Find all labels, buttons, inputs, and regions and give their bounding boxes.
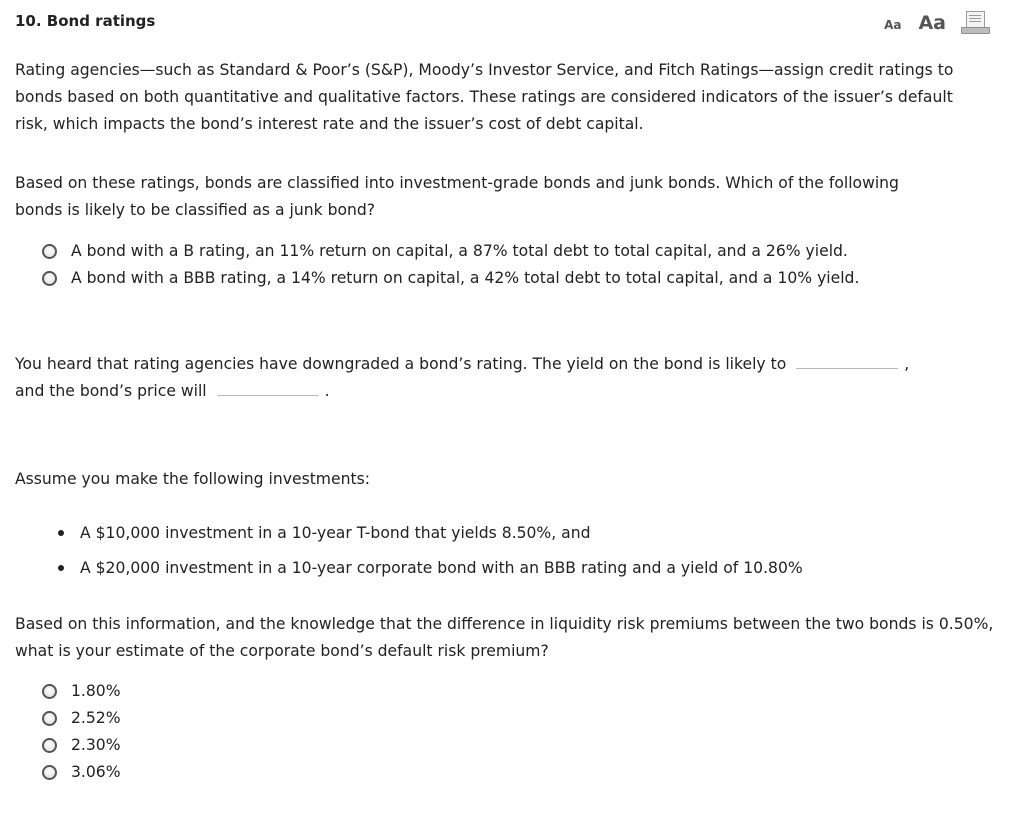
print-icon[interactable] (960, 10, 990, 34)
radio-button[interactable] (42, 244, 57, 259)
bullet-dot (58, 565, 64, 571)
question2-period: . (324, 382, 330, 400)
question3-prompt: Based on this information, and the knowledge that the difference in liquidity risk premiums between the two bonds is 0.50%, what is your estimate of the corporate bond’s default risk premium? (15, 615, 994, 660)
option-label: 3.06% (71, 763, 121, 781)
increase-font-button[interactable]: Aa (918, 12, 946, 34)
radio-button[interactable] (42, 271, 57, 286)
print-line (969, 21, 981, 22)
radio-button[interactable] (42, 711, 57, 726)
option-label: 1.80% (71, 682, 121, 700)
yield-direction-dropdown[interactable] (796, 354, 898, 369)
bullet-dot (58, 530, 64, 536)
question-header (15, 10, 990, 36)
option-label: 2.52% (71, 709, 121, 727)
decrease-font-button[interactable]: Aa (884, 18, 902, 32)
question1-option-2[interactable] (42, 267, 859, 289)
option-label: 2.30% (71, 736, 121, 754)
question3-intro: Assume you make the following investments: (15, 470, 370, 488)
intro-paragraph: Rating agencies—such as Standard & Poor’s (S&P), Moody’s Investor Service, and Fitch Ratings—assign credit ratings to bonds based on both quantitative and qualitative factors. These ratings are considered indicators of the issuer’s default risk, which impacts the bond’s interest rate and the issuer’s cost of debt capital. (15, 61, 954, 133)
question3-option-3[interactable] (42, 734, 121, 756)
option-label: A bond with a BBB rating, a 14% return on capital, a 42% total debt to total capital, and a 10% yield. (71, 269, 860, 287)
print-line (969, 15, 981, 16)
question1-option-1[interactable] (42, 240, 848, 262)
question2-part2: and the bond’s price will (15, 382, 207, 400)
toolbar (884, 10, 990, 34)
question2-text (15, 351, 1005, 405)
question3-option-4[interactable] (42, 761, 121, 783)
question3-option-2[interactable] (42, 707, 121, 729)
investment-bullet-2 (58, 557, 803, 579)
print-base (961, 27, 990, 34)
bullet-text: A $20,000 investment in a 10-year corporate bond with an BBB rating and a yield of 10.80% (80, 559, 803, 577)
question-title: 10. Bond ratings (15, 12, 156, 30)
print-line (969, 18, 981, 19)
investment-bullet-1 (58, 522, 590, 544)
option-label: A bond with a B rating, an 11% return on capital, a 87% total debt to total capital, and a 26% yield. (71, 242, 848, 260)
price-direction-dropdown[interactable] (217, 381, 319, 396)
bullet-text: A $10,000 investment in a 10-year T-bond that yields 8.50%, and (80, 524, 591, 542)
question2-separator: , (904, 355, 910, 373)
question2-part1: You heard that rating agencies have downgraded a bond’s rating. The yield on the bond is likely to (15, 355, 787, 373)
radio-button[interactable] (42, 684, 57, 699)
radio-button[interactable] (42, 765, 57, 780)
radio-button[interactable] (42, 738, 57, 753)
question1-prompt: Based on these ratings, bonds are classified into investment-grade bonds and junk bonds. Which of the following bonds is likely to be classified as a junk bond? (15, 174, 899, 219)
question3-option-1[interactable] (42, 680, 121, 702)
